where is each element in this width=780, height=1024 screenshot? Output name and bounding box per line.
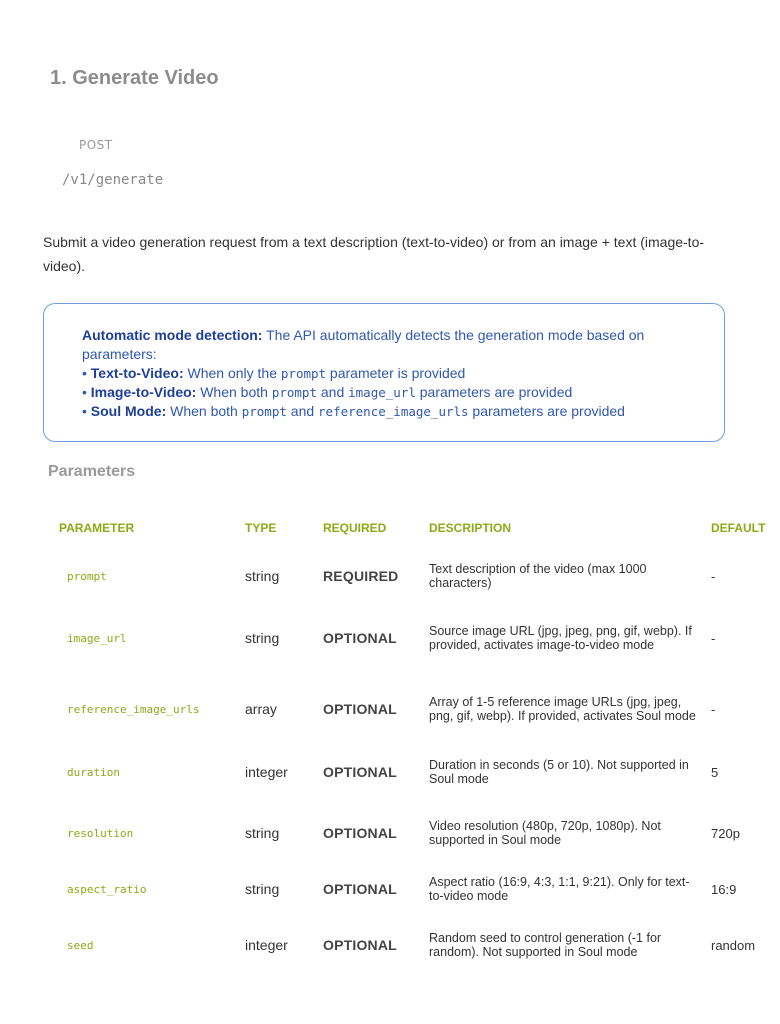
parameters-table-scroll[interactable] (0, 500, 766, 980)
http-method-label: POST (79, 138, 113, 152)
column-header-description: DESCRIPTION (429, 520, 512, 535)
endpoint-path: /v1/generate (62, 172, 164, 188)
param-type: string (245, 881, 280, 897)
param-name: aspect_ratio (67, 882, 147, 896)
param-description: Duration in seconds (5 or 10). Not supported in Soul mode (429, 758, 689, 786)
inline-code: image_url (348, 385, 416, 400)
callout-item-text-to-video: • Text-to-Video: When only the prompt parameter is provided (82, 365, 466, 381)
table-row (0, 555, 780, 597)
param-default: - (711, 568, 716, 584)
table-row (0, 739, 780, 805)
param-name: resolution (67, 826, 134, 840)
param-name: prompt (67, 569, 107, 583)
param-type: string (245, 568, 280, 584)
table-row (0, 597, 780, 679)
parameters-heading: Parameters (48, 463, 136, 480)
parameters-table (0, 500, 780, 973)
column-header-default: DEFAULT (711, 520, 766, 535)
table-row (0, 805, 780, 861)
param-type: string (245, 825, 280, 841)
param-default: 5 (711, 764, 719, 780)
callout-item-image-to-video: • Image-to-Video: When both prompt and image_url parameters are provided (82, 384, 573, 400)
table-header-row (0, 500, 780, 555)
param-name: seed (67, 938, 94, 952)
param-required: OPTIONAL (323, 937, 397, 953)
inline-code: prompt (280, 366, 327, 381)
page-title: 1. Generate Video (50, 67, 219, 89)
param-type: array (245, 701, 277, 717)
column-header-required: REQUIRED (323, 520, 387, 535)
table-row (0, 679, 780, 739)
param-required: OPTIONAL (323, 764, 397, 780)
column-header-parameter: PARAMETER (59, 520, 135, 535)
param-description: Array of 1-5 reference image URLs (jpg, jpeg, png, gif, webp). If provided, activates Soul mode (429, 695, 696, 723)
param-description: Text description of the video (max 1000 characters) (429, 562, 647, 590)
param-name: reference_image_urls (67, 702, 200, 716)
param-required: OPTIONAL (323, 701, 397, 717)
column-header-type: TYPE (245, 520, 277, 535)
mode-label: Text-to-Video: (90, 365, 184, 381)
param-required: OPTIONAL (323, 630, 397, 646)
param-description: Aspect ratio (16:9, 4:3, 1:1, 9:21). Only for text-to-video mode (429, 875, 690, 903)
param-default: - (711, 701, 716, 717)
mode-detection-callout (43, 303, 725, 442)
param-required: OPTIONAL (323, 881, 397, 897)
callout-heading-text: The API automatically detects the generation mode based on parameters: (82, 327, 645, 362)
param-description: Source image URL (jpg, jpeg, png, gif, webp). If provided, activates image-to-video mode (429, 624, 692, 652)
callout-heading: Automatic mode detection: (82, 327, 263, 343)
inline-code: prompt (271, 385, 317, 400)
param-type: integer (245, 764, 288, 780)
param-name: duration (67, 765, 120, 779)
param-type: string (245, 630, 280, 646)
param-description: Video resolution (480p, 720p, 1080p). Not supported in Soul mode (429, 819, 661, 847)
mode-label: Soul Mode: (90, 403, 167, 419)
param-type: integer (245, 937, 288, 953)
param-default: 720p (711, 825, 740, 841)
callout-intro (82, 326, 704, 364)
param-name: image_url (67, 631, 127, 645)
table-row (0, 861, 780, 917)
param-description: Random seed to control generation (-1 for random). Not supported in Soul mode (429, 931, 662, 959)
endpoint-description: Submit a video generation request from a text description (text-to-video) or from an image + text (image-to-video). (43, 234, 705, 274)
param-required: OPTIONAL (323, 825, 397, 841)
inline-code: reference_image_urls (318, 404, 469, 419)
param-default: random (711, 937, 756, 953)
param-required: REQUIRED (323, 568, 399, 584)
table-row (0, 917, 780, 973)
inline-code: prompt (241, 404, 287, 419)
mode-label: Image-to-Video: (90, 384, 197, 400)
param-default: 16:9 (711, 881, 737, 897)
callout-item-soul-mode: • Soul Mode: When both prompt and reference_image_urls parameters are provided (82, 403, 625, 419)
param-default: - (711, 630, 716, 646)
